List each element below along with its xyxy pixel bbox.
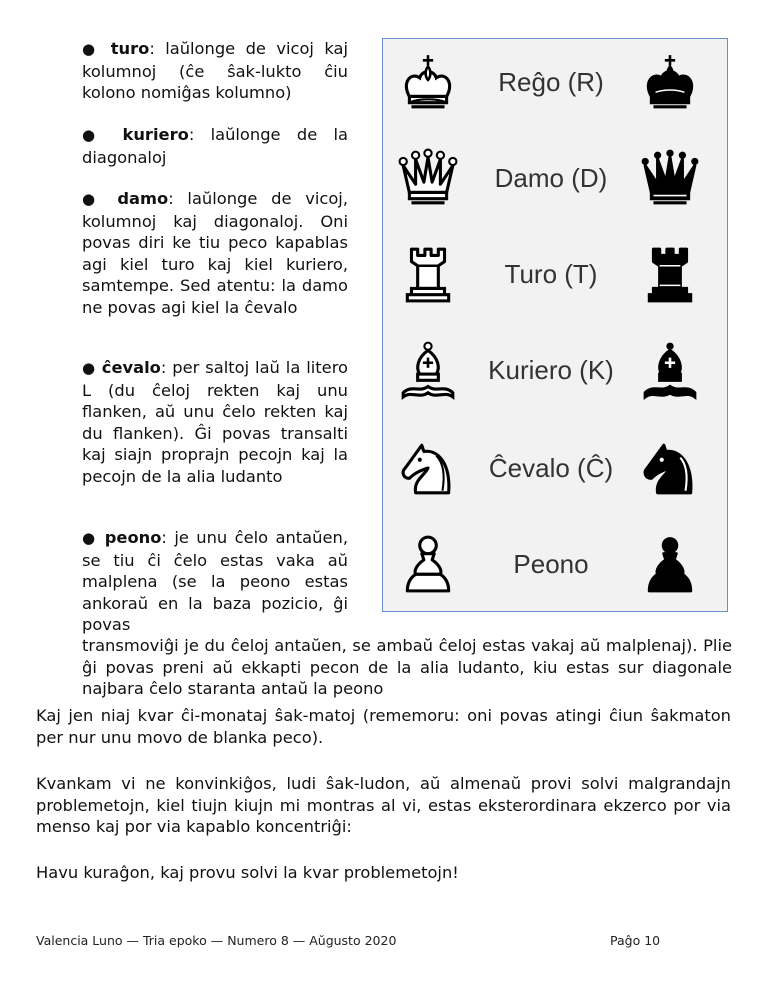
- black-pawn-icon: [639, 533, 701, 595]
- black-queen-icon: [639, 147, 701, 209]
- legend-row-queen: [383, 139, 729, 235]
- black-knight-icon: [639, 437, 701, 499]
- white-rook-icon: [397, 243, 459, 305]
- list-item-peono: [82, 527, 348, 636]
- black-bishop-icon: [639, 339, 701, 401]
- bullet-icon: ●: [82, 126, 107, 144]
- piece-term: ĉevalo: [101, 358, 161, 377]
- piece-description: : je unu ĉelo antaŭen, se tiu ĉi ĉelo estas vaka aŭ malplena (se la peono estas ankoraŭ en la baza pozicio, ĝi povas: [82, 528, 348, 634]
- bullet-icon: ●: [82, 40, 101, 58]
- paragraph-encouragement: Kvankam vi ne konvinkiĝos, ludi ŝak-ludon, aŭ almenaŭ provi solvi malgrandajn problemetojn, kiel tiujn kiujn mi montras al vi, estas eksterordinara ekzerco por via menso kaj por via kapablo koncentriĝi:: [36, 774, 731, 836]
- bullet-icon: ●: [82, 359, 96, 377]
- piece-label: Damo (D): [494, 163, 608, 193]
- white-bishop-icon: [397, 339, 459, 401]
- list-item-peono-continuation: transmoviĝi je du ĉeloj antaŭen, se ambaŭ ĉeloj estas vakaj aŭ malplenaj). Plie ĝi povas preni aŭ ekkapti pecon de la alia ludanto, kiu estas sur diagonale najbara ĉelo staranta antaŭ la peono: [82, 636, 732, 698]
- footer-page-number: Paĝo 10: [610, 933, 661, 948]
- footer-publication: Valencia Luno — Tria epoko — Numero 8 — Aŭgusto 2020: [36, 933, 397, 948]
- legend-row-bishop: [383, 331, 729, 427]
- white-knight-icon: [397, 437, 459, 499]
- white-pawn-icon: [397, 533, 459, 595]
- legend-row-king: [383, 43, 729, 139]
- legend-row-pawn: [383, 525, 729, 621]
- white-king-icon: [397, 51, 459, 113]
- black-rook-icon: [639, 243, 701, 305]
- legend-row-rook: [383, 235, 729, 331]
- piece-label: Kuriero (K): [488, 355, 614, 385]
- piece-label: Ĉevalo (Ĉ): [488, 453, 614, 483]
- piece-label: Peono: [513, 549, 589, 579]
- list-item-kuriero: [82, 124, 348, 168]
- piece-label: Turo (T): [504, 259, 598, 289]
- black-king-icon: [639, 51, 701, 113]
- piece-term: kuriero: [122, 125, 189, 144]
- bullet-icon: ●: [82, 529, 98, 547]
- paragraph-closing: Havu kuraĝon, kaj provu solvi la kvar problemetojn!: [36, 863, 459, 882]
- white-queen-icon: [397, 147, 459, 209]
- list-item-turo: [82, 38, 348, 104]
- legend-row-knight: [383, 429, 729, 525]
- piece-term: turo: [110, 39, 150, 58]
- piece-description: : laŭlonge de vicoj kaj kolumnoj (ĉe ŝak-lukto ĉiu kolono nomiĝas kolumno): [82, 39, 348, 102]
- piece-term: peono: [104, 528, 162, 547]
- list-item-damo: [82, 188, 348, 318]
- piece-description: : laŭlonge de vicoj, kolumnoj kaj diagonaloj. Oni povas diri ke tiu peco kapablas agi kiel turo kaj kiel kuriero, samtempe. Sed atentu: la damo ne povas agi kiel la ĉevalo: [82, 189, 348, 317]
- piece-description: : per saltoj laŭ la litero L (du ĉeloj rekten kaj unu flanken, aŭ unu ĉelo rekten kaj du flanken). Ĝi povas transalti kaj siajn proprajn pecojn kaj la pecojn de la alia ludanto: [82, 358, 348, 486]
- piece-term: damo: [117, 189, 169, 208]
- paragraph-checkmates: Kaj jen niaj kvar ĉi-monataj ŝak-matoj (rememoru: oni povas atingi ĉiun ŝakmaton per nur unu movo de blanka peco).: [36, 706, 731, 747]
- piece-description: : laŭlonge de la diagonaloj: [82, 125, 348, 167]
- list-item-cevalo: [82, 357, 348, 487]
- bullet-icon: ●: [82, 190, 104, 208]
- piece-label: Reĝo (R): [498, 67, 604, 97]
- chess-pieces-legend: [382, 38, 728, 612]
